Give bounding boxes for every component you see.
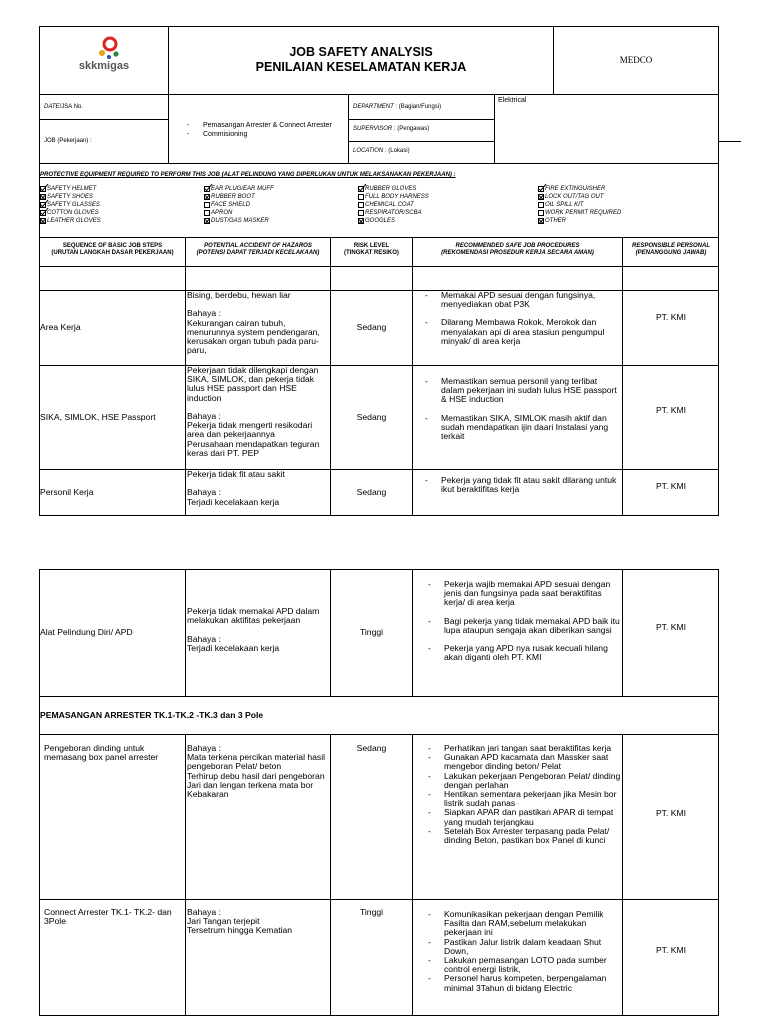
- ppe-heading: PROTECTIVE EQUIPMENT REQUIRED TO PERFORM THIS JOB (ALAT PELINDUNG YANG DIPERLUKAN UNTUK MELAKSANAKAN PEKERJAAN) :: [40, 172, 456, 178]
- location-label: LOCATION : (Lokasi): [353, 148, 410, 154]
- table-row-risk: Sedang: [356, 743, 387, 753]
- section-title: PEMASANGAN ARRESTER TK.1-TK.2 -TK.3 dan 3 Pole: [40, 710, 264, 720]
- table-row-procedures: - Komunikasikan pekerjaan dengan Pemilik Fasilta dan RAM,sebelum melakukan pekerjaan ini - Pastikan Jalur listrik dalam keadaan Shut Down, - Lakukan pemasangan LOTO pada sumber control energi listrik, - Personel harus kompeten, berpengalaman minimal 3Tahun di bidang Electric: [428, 910, 621, 993]
- checkbox-empty-icon: [358, 202, 364, 208]
- checkbox-tick-icon: [40, 186, 46, 192]
- col-header-steps: SEQUENCE OF BASIC JOB STEPS (URUTAN LANGKAH DASAR PEKERJAAN): [51, 243, 174, 256]
- company-name: MEDCO: [619, 55, 653, 65]
- checkbox-cross-icon: [204, 218, 210, 224]
- ppe-checkbox[interactable]: APRON: [204, 209, 274, 217]
- table-row-responsible: PT. KMI: [655, 481, 687, 491]
- table-row-responsible: PT. KMI: [655, 405, 687, 415]
- title-line-1: JOB SAFETY ANALYSIS: [289, 45, 433, 59]
- table-row-hazard: Pekerja tidak memakai APD dalam melakukan aktifitas pekerjaan Bahaya : Terjadi kecelakaan kerja: [187, 606, 320, 653]
- table-row-risk: Sedang: [356, 322, 387, 332]
- date-label: DATE/JSA No.: [44, 104, 83, 110]
- ppe-checkbox[interactable]: LEATHER GLOVES: [40, 217, 101, 225]
- ppe-col-1: [40, 185, 101, 225]
- table-row-hazard: Pekerjaan tidak dilengkapi dengan SIKA, SIMLOK, dan pekerja tidak lulus HSE passport dan HSE induction Bahaya : Pekerja tidak mengerti resikodari area dan pekerjaannya Perusahaan mendapatkan teguran keras dari PT. PEP: [187, 366, 320, 458]
- table-row-step: Personil Kerja: [40, 487, 94, 497]
- ppe-checkbox[interactable]: SAFETY HELMET: [40, 185, 101, 193]
- ppe-checkbox[interactable]: LOCK OUT/TAG OUT: [538, 193, 621, 201]
- table-row-step: Pengeboran dinding untuk memasang box panel arrester: [44, 743, 159, 763]
- ppe-checkbox[interactable]: COTTON GLOVES: [40, 209, 101, 217]
- ppe-col-3: [358, 185, 429, 225]
- ppe-checkbox[interactable]: DUST/GAS MASKER: [204, 217, 274, 225]
- ppe-checkbox[interactable]: RUBBER GLOVES: [358, 185, 429, 193]
- table-row-risk: Tinggi: [359, 907, 384, 917]
- table-row-responsible: PT. KMI: [655, 622, 687, 632]
- ppe-checkbox[interactable]: RESPIRATOR/SCBA: [358, 209, 429, 217]
- checkbox-empty-icon: [358, 194, 364, 200]
- margin-line: [719, 141, 741, 142]
- table-row-hazard: Bising, berdebu, hewan liar Bahaya : Kekurangan cairan tubuh, menurunnya system pendengaran, kerusakan organ tubuh pada paru-paru,: [187, 291, 320, 356]
- ppe-checkbox[interactable]: OTHER: [538, 217, 621, 225]
- checkbox-empty-icon: [204, 202, 210, 208]
- logo-text: skkmigas: [78, 60, 130, 72]
- job-label: JOB (Pekerjaan) :: [44, 138, 92, 144]
- table-row-procedures: - Pekerja yang tidak fit atau sakit dilarang untuk ikut beraktifitas kerja: [425, 476, 620, 494]
- checkbox-tick-icon: [538, 186, 544, 192]
- col-header-procedures: RECOMMENDED SAFE JOB PROCEDURES (REKOMENDASI PROSEDUR KERJA SECARA AMAN): [441, 243, 594, 256]
- checkbox-cross-icon: [538, 194, 544, 200]
- checkbox-cross-icon: [40, 218, 46, 224]
- table-row-hazard: Pekerja tidak fit atau sakit Bahaya : Terjadi kecelakaan kerja: [187, 470, 285, 507]
- checkbox-cross-icon: [538, 218, 544, 224]
- table-row-responsible: PT. KMI: [655, 808, 687, 818]
- col-header-risk: RISK LEVEL (TINGKAT RESIKO): [344, 243, 399, 256]
- checkbox-empty-icon: [204, 210, 210, 216]
- checkbox-tick-icon: [204, 186, 210, 192]
- supervisor-label: SUPERVISOR : (Pengawas): [353, 126, 430, 132]
- job-item: - Commisioning: [187, 131, 347, 139]
- table-row-hazard: Bahaya : Mata terkena percikan material hasil pengeboran Pelat/ beton Terhirup debu hasil dari pengeboran Jari dan lengan terkena mata bor Kebakaran: [187, 743, 326, 800]
- ppe-checkbox[interactable]: WORK PERMIT REQUIRED: [538, 209, 621, 217]
- table-row-risk: Sedang: [356, 412, 387, 422]
- ppe-checkbox[interactable]: OIL SPILL KIT: [538, 201, 621, 209]
- col-header-responsible: RESPONSIBLE PERSONAL (PENANGGUNG JAWAB): [631, 243, 710, 256]
- table-row-responsible: PT. KMI: [655, 945, 687, 955]
- checkbox-empty-icon: [538, 210, 544, 216]
- ppe-checkbox[interactable]: FACE SHIELD: [204, 201, 274, 209]
- job-list: [187, 122, 347, 139]
- table-row-step: Area Kerja: [40, 322, 81, 332]
- table-row-risk: Tinggi: [359, 627, 384, 637]
- department-value: Elektrical: [498, 97, 527, 104]
- ppe-checkbox[interactable]: SAFETY SHOES: [40, 193, 101, 201]
- ppe-col-4: [538, 185, 621, 225]
- job-item: - Pemasangan Arrester & Connect Arrester: [187, 122, 347, 130]
- table-row-step: SIKA, SIMLOK, HSE Passport: [40, 412, 156, 422]
- col-header-hazards: POTENTIAL ACCIDENT OF HAZAROS (POTENSI DAPAT TERJADI KECELAKAAN): [196, 243, 320, 256]
- page-title: [169, 45, 553, 75]
- ppe-checkbox[interactable]: EAR PLUG/EAR MUFF: [204, 185, 274, 193]
- table-row-responsible: PT. KMI: [655, 312, 687, 322]
- table-row-step: Connect Arrester TK.1- TK.2- dan 3Pole: [44, 907, 172, 927]
- ppe-checkbox[interactable]: RUBBER BOOT: [204, 193, 274, 201]
- table-row-step: Alat Pelindung Diri/ APD: [40, 627, 133, 637]
- ppe-checkbox[interactable]: FULL BODY HARNESS: [358, 193, 429, 201]
- ppe-col-2: [204, 185, 274, 225]
- table-row-procedures: - Pekerja wajib memakai APD sesuai dengan jenis dan fungsinya pada saat beraktifitas kerja/ di area kerja - Bagi pekerja yang tidak memakai APD baik itu lupa ataupun sengaja akan diberikan sangsi - Pekerja yang APD nya rusak kecuali hilang akan diganti oleh PT. KMI: [428, 580, 620, 671]
- ppe-checkbox[interactable]: FIRE EXTINGUISHER: [538, 185, 621, 193]
- checkbox-tick-icon: [40, 210, 46, 216]
- ppe-checkbox[interactable]: GOOGLES: [358, 217, 429, 225]
- checkbox-cross-icon: [358, 218, 364, 224]
- table-row-procedures: - Memakai APD sesuai dengan fungsinya, menyediakan obat P3K - Dilarang Membawa Rokok, Merokok dan menyalakan api di area stasiun pengumpul minyak/ di area kerja: [425, 291, 620, 355]
- table-row-risk: Sedang: [356, 487, 387, 497]
- table-row-procedures: - Perhatikan jari tangan saat beraktifitas kerja - Gunakan APD kacamata dan Massker saat mengebor dinding beton/ Pelat - Lakukan pekerjaan Pengeboran Pelat/ dinding dengan perlahan - Hentikan sementara pekerjaan jika Mesin bor listrik sudah panas - Siapkan APAR dan pastikan APAR di tempat yang mudah terjangkau - Setelah Box Arrester terpasang pada Pelat/ dinding Beton, pastikan box Panel di kunci: [428, 744, 621, 845]
- checkbox-empty-icon: [538, 202, 544, 208]
- ppe-checkbox[interactable]: CHEMICAL COAT: [358, 201, 429, 209]
- checkbox-cross-icon: [204, 194, 210, 200]
- department-label: DEPARTMENT : (Bagian/Fungsi): [353, 104, 442, 110]
- ppe-checkbox[interactable]: SAFETY GLASSES: [40, 201, 101, 209]
- logo: [40, 27, 168, 94]
- title-line-2: PENILAIAN KESELAMATAN KERJA: [255, 60, 467, 74]
- table-row-hazard: Bahaya : Jari Tangan terjepit Tersetrum hingga Kematian: [187, 907, 293, 936]
- checkbox-empty-icon: [358, 210, 364, 216]
- skkmigas-logo-icon: [90, 36, 130, 62]
- checkbox-tick-icon: [358, 186, 364, 192]
- table-row-procedures: - Memastikan semua personil yang terlibat dalam pekerjaan ini sudah lulus HSE passport & HSE induction - Memastikan SIKA, SIMLOK masih aktif dan sudah mendapatkan ijin daari Instalasi yang terkait: [425, 377, 620, 450]
